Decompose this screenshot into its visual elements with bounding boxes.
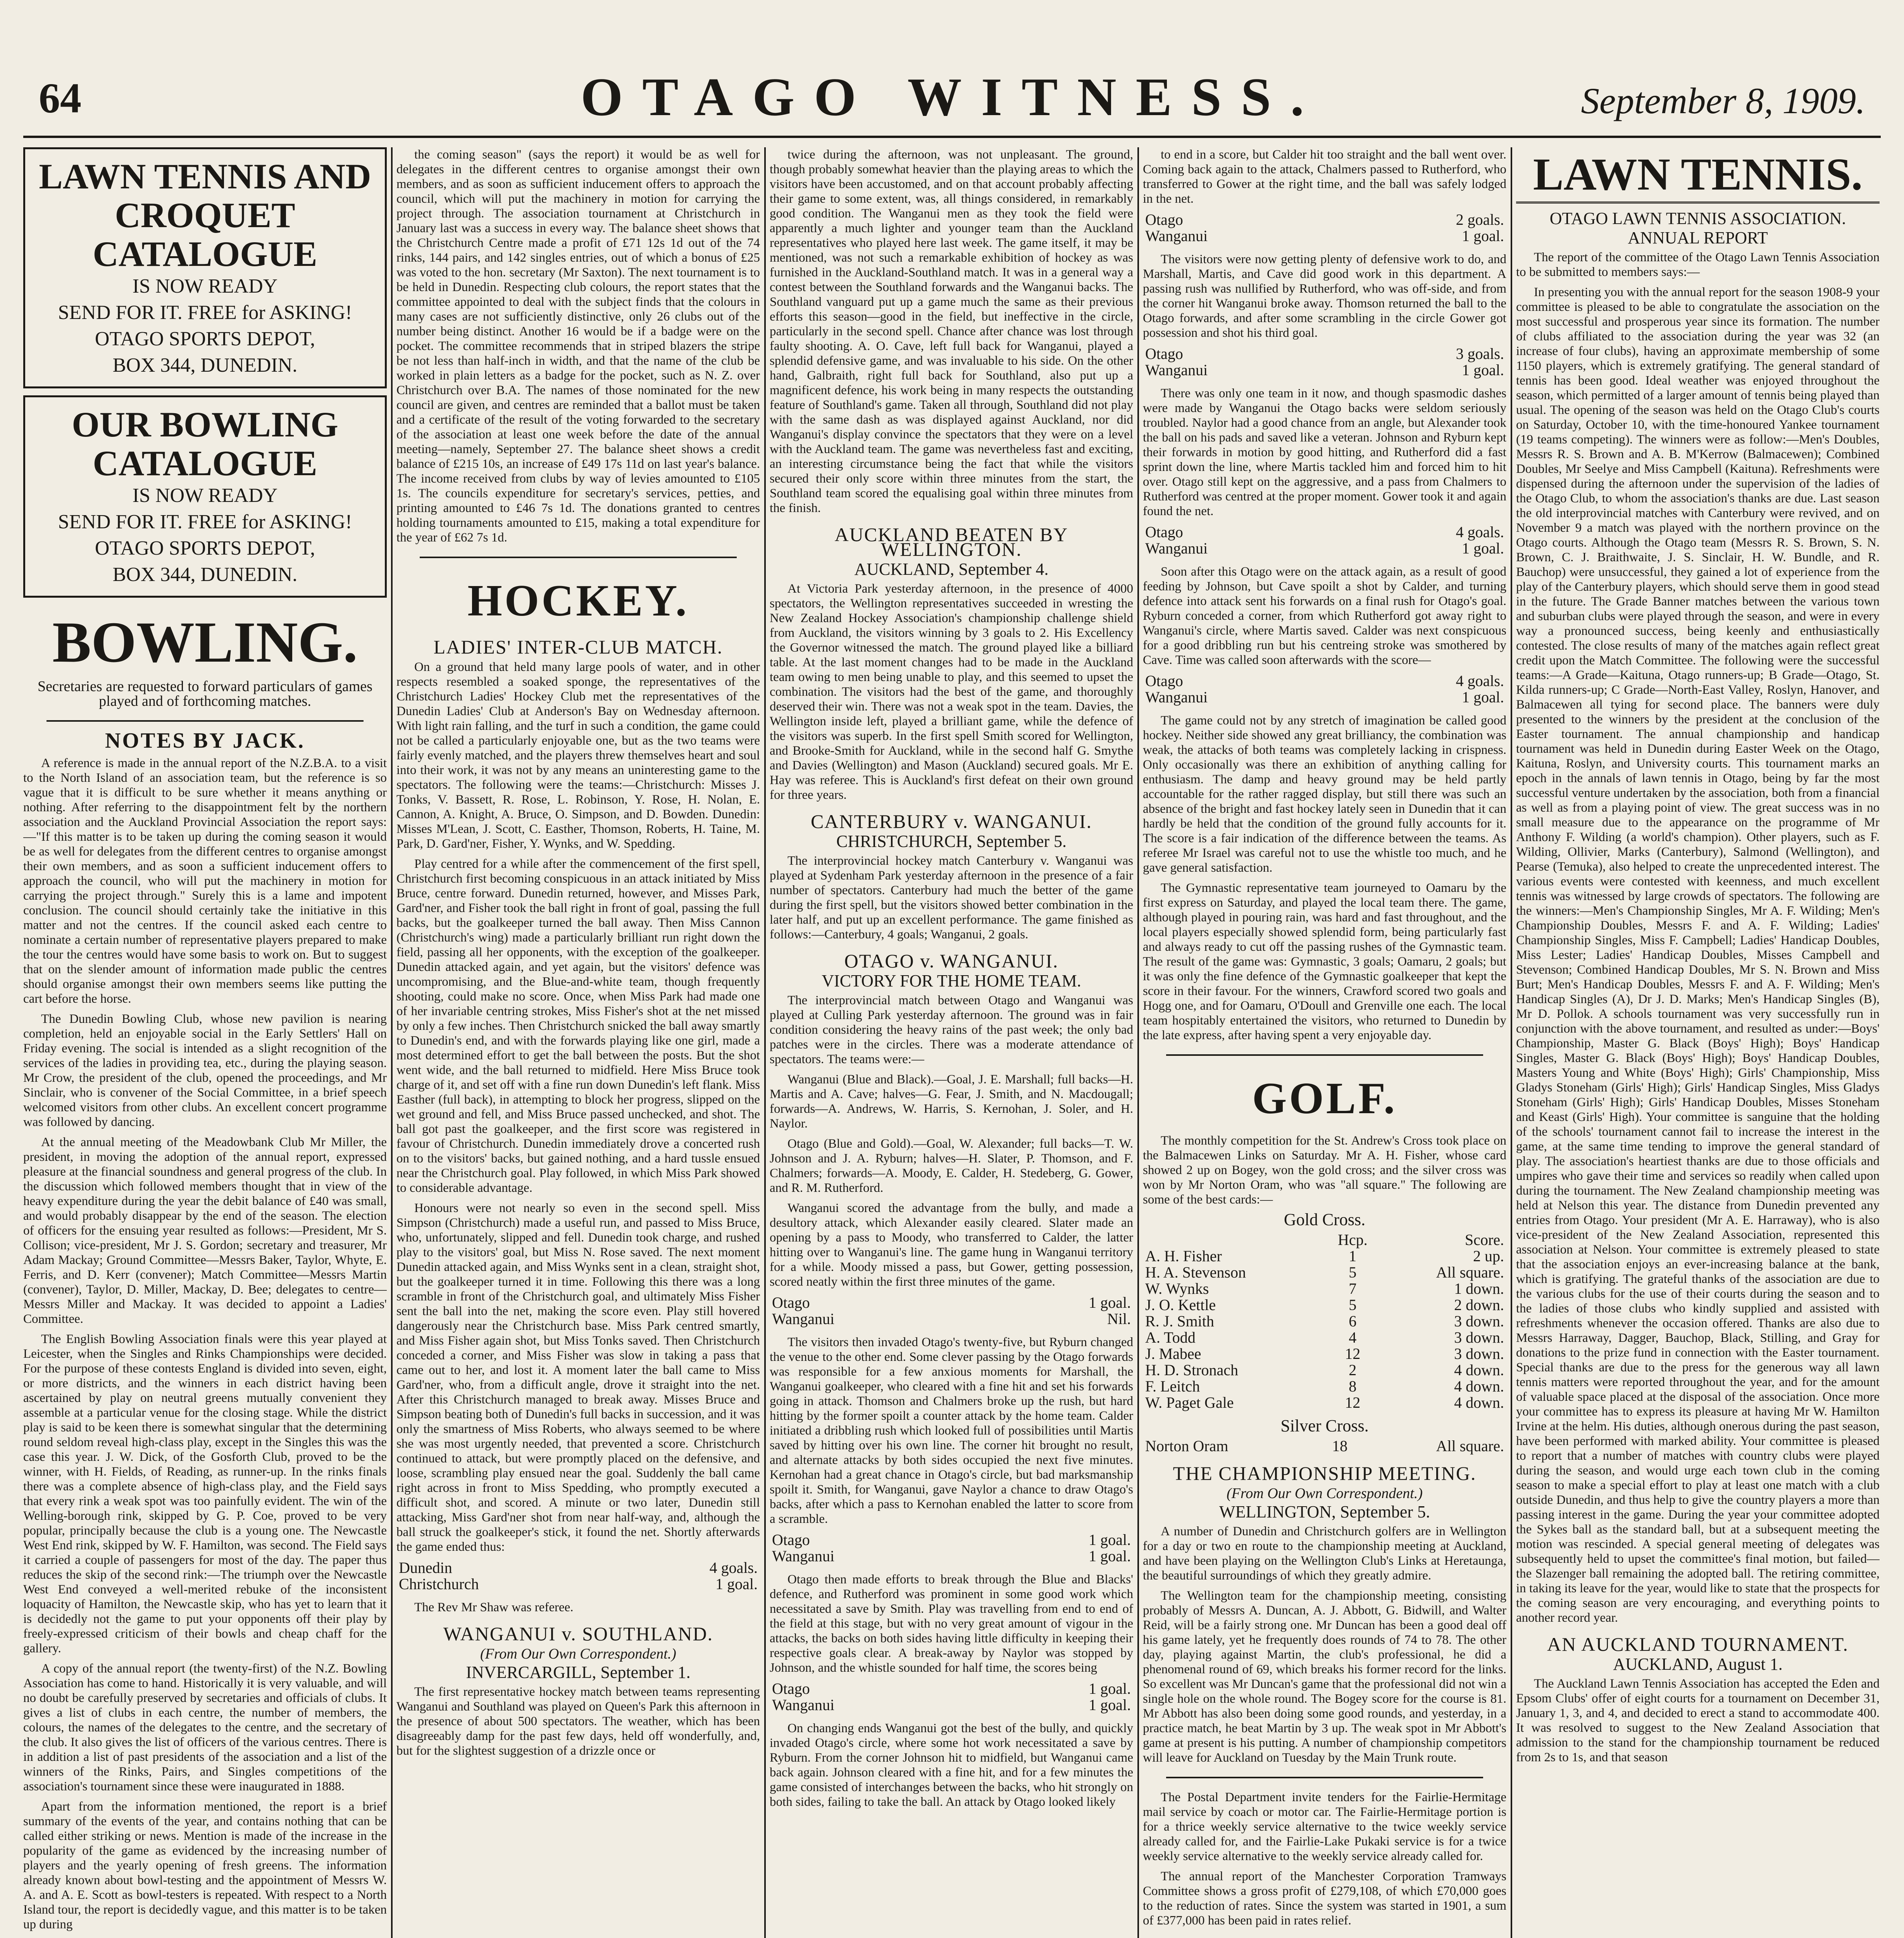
paragraph: Soon after this Otago were on the attack again, as a result of good feeding by Johnson, but Cave spoilt a shot by Calder, and turning defence into attack sent his forwards on a final rush for Otago's goal. Ryburn conceded a corner, from which Rutherford got away right to Wanganui's circle, where Martis saved. Calder was next conspicuous for a good dribbling run but his centreing stroke was smothered by Cave. Time was called soon afterwards with the score—	[1143, 565, 1506, 667]
column-rule	[1137, 147, 1139, 1938]
paragraph: There was only one team in it now, and though spasmodic dashes were made by Wanganui the Otago backs were seldom seriously troubled. Naylor had a good chance from an angle, but Alexander took the ball on his pads and saved like a veteran. Johnson and Ryburn kept their forwards in motion by good hitting, and Rutherford did a fast sprint down the line, where Martis tackled him and forced him to hit over. Otago still kept on the aggressive, and a pass from Chalmers to Rutherford was centred at the proper moment. Gower took it and again found the net.	[1143, 386, 1506, 518]
paragraph: At Victoria Park yesterday afternoon, in the presence of 4000 spectators, the Wellington representatives succeeded in wresting the New Zealand Hockey Association's championship challenge shield from Auckland, the visitors winning by 3 goals to 2. His Excellency the Governor witnessed the match. The ground played like a billiard table. At the last moment changes had to be made in the Auckland team owing to men being unable to play, and this seemed to upset the combination. The visitors had the best of the game, and thoroughly deserved their win. There was not a weak spot in the team. Davies, the Wellington inside left, played a brilliant game, while the defence of the visitors was superb. In the first spell Smith scored for Wellington, and Brooke-Smith for Auckland, while in the second half G. Smythe and Davies (Wellington) and Mason (Auckland) secured goals. Mr E. Hay was referee. This is Auckland's first defeat on their own ground for three years.	[770, 582, 1133, 802]
table-row	[1143, 1264, 1506, 1281]
table-row	[1143, 1438, 1506, 1454]
player: H. D. Stronach	[1145, 1361, 1238, 1379]
paragraph: The game could not by any stretch of imagination be called good hockey. Neither side showed any great brilliancy, the combination was weak, the attacks of both teams was completely lacking in crispness. Only occasionally was there an exhibition of anything calling for enthusiasm. The damp and heavy ground may be held partly accountable for the rather ragged display, but still there was such an absence of the bright and fast hockey lately seen in Dunedin that it can hardly be held that the condition of the ground fully accounts for it. The score is a fair indication of the difference between the teams. As referee Mr Israel was careful not to use the whistle too much, and he gave general satisfaction.	[1143, 714, 1506, 875]
team: Dunedin	[399, 1559, 452, 1576]
article-subheading: ANNUAL REPORT	[1628, 228, 1768, 247]
article-heading: OTAGO LAWN TENNIS ASSOCIATION.	[1549, 209, 1846, 228]
column-1	[23, 147, 387, 1938]
handicap: 8	[1349, 1378, 1357, 1395]
section-heading-bowling: BOWLING.	[52, 610, 358, 674]
divider	[1166, 1777, 1483, 1778]
paragraph: The English Bowling Association finals were this year played at Leicester, when the Singles and Rinks Championships were decided. For the purpose of these contests England is divided into seven, eight, or more districts, and the winners in each district having been ascertained by play on neutral greens mutually convenient they assemble at a particular venue for the closing stage. While the district play is said to be keen there is somewhat singular that the determining round seldom reveal high-class play, except in the Singles this was the case this year. J. W. Dick, of the Gosforth Club, proved to be the winner, with H. Fields, of Reading, as runner-up. In the rinks finals there was a complete absence of high-class play, and the Field says that every rink a weak spot was too painfully evident. The win of the Welling-borough rink, skipped by G. P. Coe, proved to be very popular, principally because the club is a young one. The Newcastle West End rink, skipped by W. F. Hamilton, was second. The Field says it carried a couple of passengers for most of the day. The paper thus reduces the skip of the second rink:—The triumph over the Newcastle West End conveyed a well-merited rebuke of the inconsistent loquacity of Hamilton, the Newcastle skip, who has yet to learn that it is decidedly not the game to put your opponents off their play by freely-expressed criticism of their bowls and cheap chaff for the gallery.	[23, 1332, 387, 1655]
score: 3 down.	[1454, 1345, 1504, 1362]
score: 4 goals.	[1456, 523, 1504, 541]
column-rule	[1511, 147, 1512, 1938]
advert-line: BOX 344, DUNEDIN.	[112, 564, 298, 586]
paragraph: The interprovincial hockey match Canterbury v. Wanganui was played at Sydenham Park yesterday afternoon in the presence of a fair number of spectators. Canterbury had much the better of the game during the first spell, but the visitors showed better combination in the later half, and put up an excellent performance. The game finished as follows:—Canterbury, 4 goals; Wanganui, 2 goals.	[770, 854, 1133, 941]
table-row	[1143, 1248, 1506, 1264]
advert-line: OTAGO SPORTS DEPOT,	[95, 537, 315, 559]
paragraph: At the annual meeting of the Meadowbank Club Mr Miller, the president, in moving the adoption of the annual report, expressed pleasure at the financial soundness and general progress of the club. In the discussion which followed members thought that in view of the heavy expenditure during the year the debit balance of £40 was small, and would probably disappear by the end of the season. The election of officers for the ensuing year resulted as follows:—President, Mr S. Collison; vice-president, Mr J. S. Gordon; secretary and treasurer, Mr Adam Mackay; Ground Committee—Messrs Baker, Taylor, Whyte, E. Ferris, and D. Kerr (convener); Match Committee—Messrs Martin (convener), Taylor, D. Miller, Mackay, D. Bee; delegates to centre—Messrs Miller and Mackay. It was decided to appoint a Ladies' Committee.	[23, 1135, 387, 1326]
team: Wanganui	[1145, 227, 1208, 245]
paragraph: the coming season" (says the report) it would be as well for delegates in the different centres to organise amongst their own members, and as soon as sufficient inducement offers to approach the council, which will put the machinery in motion for carrying the project through. The association tournament at Christchurch in January last was a success in every way. The balance sheet shows that the Christchurch Centre made a profit of £71 12s 1d out of the 74 rinks, 144 pairs, and 142 singles entries, out of which a bonus of £25 was voted to the hon. secretary (Mr Saxton). The next tournament is to be held in Dunedin. Respecting club colours, the report states that the committee appointed to deal with the subject finds that the colours in many cases are not sufficiently distinctive, only 26 clubs out of the number being distinct. Another 16 would be if a badge were on the pocket. The committee recommends that in striped blazers the stripe be not less than half-inch in width, and that the name of the club be worked in plain letters as a badge for the pocket, such as N. Z. over Christchurch over B.A. The names of those nominated for the new council are given, and centres are reminded that a ballot must be taken and a certificate of the result of the voting forwarded to the secretary of the association at least one week before the date of the annual meeting—namely, September 27. The balance sheet shows a credit balance of £215 10s, an increase of £49 17s 11d on last year's balance. The income received from clubs by way of levies amounted to £105 1s. The councils expenditure for secretary's services, petties, and printing amounted to £46 7s 1d. The donations granted to centres holding tournaments amounted to £15, making a total expenditure for the year of £62 7s 1d.	[396, 148, 760, 545]
score-row	[396, 1560, 760, 1576]
score: 4 down.	[1454, 1361, 1504, 1379]
column-header: Hcp.	[1337, 1231, 1368, 1248]
score: 3 down.	[1454, 1329, 1504, 1346]
section-heading-lawn-tennis: LAWN TENNIS.	[1516, 147, 1880, 203]
paragraph: twice during the afternoon, was not unpleasant. The ground, though probably somewhat heavier than the playing areas to which the visitors have been accustomed, and on that account probably affecting their game to some extent, was, all things considered, in remarkably good condition. The Wanganui men as they took the field were apparently a much lighter and younger team than the Auckland representatives who played here last week. The game itself, it may be mentioned, was not such a remarkable exhibition of hockey as was furnished in the Auckland-Southland match. It was in a general way a contest between the Southland forwards and the Wanganui backs. The Southland vanguard put up a game much the same as their previous efforts this season—good in the field, but ineffective in the circle, particularly in the second spell. Chance after chance was lost through faulty shooting. A. O. Cave, left full back for Wanganui, played a splendid defensive game, and was invaluable to his side. On the other hand, Galbraith, right full back for Southland, also put up a magnificent defence, his work being in many respects the outstanding feature of Southland's game. Taken all through, Southland did not play with the same dash as was displayed against Auckland, nor did Wanganui's display convince the spectators that they were on a level with the Auckland team. The game was nevertheless fast and exciting, an interesting circumstance being the fact that while the visitors secured their only score within three minutes from the start, the Southland team scored the equalising goal within three minutes from the finish.	[770, 148, 1133, 515]
article-heading: CANTERBURY v. WANGANUI.	[810, 810, 1092, 832]
score: 4 down.	[1454, 1378, 1504, 1395]
advert-line: SEND FOR IT. FREE for ASKING!	[58, 511, 352, 533]
paragraph: The monthly competition for the St. Andrew's Cross took place on the Balmacewen Links on Saturday. Mr A. H. Fisher, whose card showed 2 up on Bogey, won the gold cross; and the silver cross was won by Mr Norton Oram, who was "all square." The following are some of the best cards:—	[1143, 1134, 1506, 1207]
score-row	[770, 1295, 1133, 1311]
team: Wanganui	[772, 1310, 835, 1328]
article-heading: THE CHAMPIONSHIP MEETING.	[1173, 1462, 1477, 1484]
paragraph: The visitors then invaded Otago's twenty-five, but Ryburn changed the venue to the other end. Some clever passing by the Otago forwards was responsible for a few anxious moments for Marshall, the Wanganui goalkeeper, who cleared with a fine hit and set his forwards going in attack. Thomson and Chalmers broke up the rush, but hard hitting by the former spoilt a counter attack by the home team. Calder initiated a dribbling rush which looked full of possibilities until Martis saved by hitting over his own line. The corner hit brought no result, and alternate attacks by both sides occupied the next five minutes. Kernohan had a great chance in Otago's circle, but bad marksmanship spoilt it. Smith, for Wanganui, gave Naylor a chance to draw Otago's backs, after which a pass to Kernohan enabled the latter to score from a scramble.	[770, 1335, 1133, 1526]
team: Christchurch	[399, 1575, 479, 1593]
score-table	[770, 1681, 1133, 1713]
column-3	[770, 147, 1133, 1938]
score: 2 goals.	[1456, 211, 1504, 228]
player: W. Wynks	[1145, 1280, 1209, 1297]
golf-silver-table	[1143, 1438, 1506, 1454]
paragraph: Honours were not nearly so even in the second spell. Miss Simpson (Christchurch) made a useful run, and passed to Miss Bruce, who, unfortunately, slipped and fell. Dunedin took charge, and rushed play to the visitors' goal, but Miss N. Rose saved. The next moment Dunedin attacked again, and Miss Wynks sent in a clean, straight shot, but the goalkeeper turned it in time. Following this there was a long scramble in front of the Christchurch goal, and ultimately Miss Fisher sent the ball into the net, making the score even. Play still hovered dangerously near the Christchurch base. Miss Park centred smartly, and Miss Fisher again shot, but Miss Tonks saved. Then Christchurch conceded a corner, and Miss Fisher was slow in taking a pass that came out to her, and lost it. A moment later the ball came to Miss Gard'ner, who, from a difficult angle, drove it straight into the net. After this Christchurch managed to break away. Misses Bruce and Simpson beating both of Dunedin's full backs in succession, and it was only the smartness of Miss Roberts, who always seemed to be where she was most urgently needed, that prevented a score. Christchurch continued to attack, but were promptly placed on the defensive, and loose, scrambling play ensued near the goal. Suddenly the ball came right across in front to Miss Spedding, who promptly executed a difficult shot, and scored. A minute or two later, Dunedin still attacking, Miss Gard'ner shot from near half-way, and, although the ball struck the goalkeeper's stick, it found the net. Shortly afterwards the game ended thus:	[396, 1201, 760, 1554]
paragraph: A number of Dunedin and Christchurch golfers are in Wellington for a day or two en route to the championship meeting at Auckland, and have been playing on the Wellington Club's Links at Heretaunga, the beautiful surroundings of which they greatly admire.	[1143, 1524, 1506, 1583]
table-title: Silver Cross.	[1280, 1416, 1369, 1435]
column-5	[1516, 147, 1880, 1938]
article-subheading: VICTORY FOR THE HOME TEAM.	[822, 971, 1081, 990]
handicap: 12	[1345, 1394, 1361, 1411]
score-table	[1143, 212, 1506, 244]
handicap: 6	[1349, 1312, 1357, 1330]
table-row	[1143, 1281, 1506, 1297]
handicap: 5	[1349, 1264, 1357, 1281]
score: 1 goal.	[1089, 1547, 1131, 1565]
score-table	[770, 1532, 1133, 1564]
score-row	[1143, 540, 1506, 557]
section-heading-golf: GOLF.	[1252, 1074, 1397, 1123]
paragraph: to end in a score, but Calder hit too straight and the ball went over. Coming back again to the attack, Chalmers passed to Rutherford, who transferred to Gower at the right time, and the ball was safely lodged in the net.	[1143, 148, 1506, 206]
team: Wanganui	[772, 1547, 835, 1565]
divider	[1166, 1054, 1483, 1056]
score: 3 goals.	[1456, 345, 1504, 362]
player: J. O. Kettle	[1145, 1296, 1216, 1314]
correspondent-caption: (From Our Own Correspondent.)	[480, 1646, 676, 1662]
score: 1 goal.	[1089, 1696, 1131, 1714]
team: Wanganui	[1145, 361, 1208, 379]
section-subtitle: Secretaries are requested to forward particulars of games played and of forthcoming matches.	[37, 678, 373, 709]
handicap: 12	[1345, 1345, 1361, 1362]
score: 4 down.	[1454, 1394, 1504, 1411]
score: 2 down.	[1454, 1296, 1504, 1314]
table-row	[1143, 1378, 1506, 1395]
divider	[47, 720, 364, 722]
masthead: OTAGO WITNESS.	[581, 67, 1323, 127]
article-heading: AN AUCKLAND TOURNAMENT.	[1547, 1633, 1849, 1655]
score-row	[396, 1576, 760, 1592]
advert-title: OUR BOWLING CATALOGUE	[72, 405, 338, 483]
paragraph: Apart from the information mentioned, the report is a brief summary of the events of the year, and contains nothing that can be called either striking or news. Mention is made of the increase in the popularity of the game as evidenced by the increasing number of players and the yearly opening of fresh greens. The information already known about bowl-testing and the appointment of Messrs W. A. and A. E. Scott as bowl-testers is repeated. With respect to a North Island tour, the report is decidedly vague, and this matter is to be taken up during	[23, 1800, 387, 1931]
score-table	[1143, 673, 1506, 705]
score: 1 goal.	[1089, 1531, 1131, 1548]
column-heading: NOTES BY JACK.	[105, 729, 305, 753]
article-heading: WANGANUI v. SOUTHLAND.	[443, 1623, 713, 1645]
article-heading: AUCKLAND BEATEN BY WELLINGTON.	[834, 524, 1068, 560]
column-rule	[764, 147, 766, 1938]
dateline: AUCKLAND, September 4.	[854, 560, 1049, 579]
handicap: 2	[1349, 1361, 1357, 1379]
paragraph: The Postal Department invite tenders for the Fairlie-Hermitage mail service by coach or motor car. The Fairlie-Hermitage portion is for a thrice weekly service alternative to the twice weekly service already called for, and the Fairlie-Lake Pukaki service is for a twice weekly service alternative to the weekly service already called for.	[1143, 1790, 1506, 1863]
article-heading: LADIES' INTER-CLUB MATCH.	[433, 636, 723, 658]
table-row	[1143, 1313, 1506, 1329]
player: F. Leitch	[1145, 1378, 1200, 1395]
score: 1 goal.	[1462, 688, 1504, 706]
column-header	[1143, 1232, 1323, 1248]
player: A. H. Fisher	[1145, 1247, 1222, 1265]
advert-line: IS NOW READY	[132, 484, 278, 507]
score-row	[1143, 524, 1506, 540]
score: 1 goal.	[1089, 1680, 1131, 1697]
score-row	[1143, 212, 1506, 228]
paragraph: The first representative hockey match between teams representing Wanganui and Southland was played on Queen's Park this afternoon in the presence of about 500 spectators. The weather, which has been disagreeably damp for the past few days, held off wonderfully, and, but for the slightest suggestion of a drizzle once or	[396, 1685, 760, 1758]
score-row	[1143, 689, 1506, 705]
paragraph: The Wellington team for the championship meeting, consisting probably of Messrs A. Duncan, A. J. Abbott, G. Bidwill, and Walter Reid, will be a fairly strong one. Mr Duncan has been a good deal off his game lately, yet he frequently does rounds of 74 to 78. The other day, playing against Martin, the club's professional, he did a phenomenal round of 69, which breaks his former record for the links. So excellent was Mr Duncan's game that the professional did not win a single hole on the whole round. The Bogey score for the course is 81. Mr Abbott has also been doing some good rounds, and yesterday, in a practice match, he beat Martin by 3 up. The weak spot in Mr Abbott's game at present is his putting. A number of championship competitors will leave for Auckland on Tuesday by the Main Trunk route.	[1143, 1589, 1506, 1765]
score-row	[1143, 362, 1506, 378]
team: Wanganui	[1145, 540, 1208, 557]
player: Norton Oram	[1145, 1437, 1229, 1455]
score: All square.	[1436, 1437, 1504, 1455]
team: Otago	[1145, 672, 1183, 690]
advert-bowling-catalogue	[23, 395, 387, 598]
paragraph: Otago then made efforts to break through the Blue and Blacks' defence, and Rutherford was prominent in some good work which necessitated a save by Smith. Play was travelling from end to end of the field at this stage, but with no very great amount of vigour in the attacks, the backs on both sides having little difficulty in keeping their respective goals clear. A break-away by Naylor was stopped by Johnson, and the whistle sounded for half time, the scores being	[770, 1572, 1133, 1675]
team: Wanganui	[1145, 688, 1208, 706]
table-row	[1143, 1329, 1506, 1346]
correspondent-caption: (From Our Own Correspondent.)	[1227, 1485, 1423, 1502]
score-row	[770, 1532, 1133, 1548]
paragraph: The visitors were now getting plenty of defensive work to do, and Marshall, Martis, and Cave did good work in this department. A passing rush was nullified by Rutherford, who was off-side, and from the corner hit Wanganui broke away. Thomson returned the ball to the Otago forwards, and after some scrambling in the circle Gower got possession and shot his third goal.	[1143, 252, 1506, 340]
advert-title: CATALOGUE	[93, 234, 317, 274]
page-number: 64	[39, 74, 81, 122]
advert-line: IS NOW READY	[132, 275, 278, 297]
team: Otago	[772, 1294, 810, 1311]
handicap: 5	[1349, 1296, 1357, 1314]
paragraph: Play centred for a while after the commencement of the first spell, Christchurch first becoming conspicuous in an attack initiated by Miss Bruce, centre forward. Dunedin returned, however, and Misses Park, Gard'ner, and Fisher took the ball right in front of goal, passing the full backs, but the goalkeeper turned the ball away. Then Miss Cannon (Christchurch's wing) made a particularly brilliant run right down the field, passing all her opponents, with the exception of the goalkeeper. Dunedin attacked again, and yet again, but the visitors' defence was uncompromising, and the Blue-and-white team, though frequently shooting, could make no score. Once, when Miss Park had made one of her invariable centring strokes, Miss Fisher's shot at the net missed by only a few inches. Then Christchurch snicked the ball away smartly to Dunedin's end, and with the forwards playing like one girl, made a most determined effort to get the ball between the posts. But the shot went wide, and the ball returned to midfield. Here Miss Bruce took charge of it, and set off with a fine run down Dunedin's left flank. Miss Easther (full back), in attempting to block her progress, slipped on the wet ground and fell, and Miss Bruce passed unchecked, and shot. The ball got past the goalkeeper, and the first score was registered in favour of Christchurch. Dunedin immediately drove a concerted rush on to the visitors' backs, but gained nothing, and a hard tussle ensued near the Christchurch goal. Play followed, in which Miss Park showed to considerable advantage.	[396, 857, 760, 1195]
score: 1 goal.	[1089, 1294, 1131, 1311]
dateline: CHRISTCHURCH, September 5.	[836, 832, 1067, 851]
team: Wanganui	[772, 1696, 835, 1714]
team: Otago	[1145, 523, 1183, 541]
section-heading-hockey: HOCKEY.	[467, 576, 689, 625]
handicap: 7	[1349, 1280, 1357, 1297]
advert-tennis-catalogue	[23, 147, 387, 388]
team: Otago	[1145, 211, 1183, 228]
paragraph: A reference is made in the annual report of the N.Z.B.A. to a visit to the North Island of an association team, but the reference is so vague that it is difficult to be sure whether it means anything or nothing. After referring to the disappointment felt by the northern association and the Auckland Provincial Association the report says:—"If this matter is to be taken up during the coming season it would be as well for delegates from the different centres to organise amongst their own members, and as soon a sufficient inducement offers to approach the council, who will put the machinery in motion for carrying the project through." Surely this is a lame and impotent conclusion. The council should certainly take the initiative in this matter and not the centres. If the council asked each centre to nominate a certain number of representative players prepared to make the tour the centres would have some basis to work on. But to suggest that on the slender amount of information made public the centres should organise amongst their own members seems like putting the cart before the horse.	[23, 756, 387, 1006]
score: 4 goals.	[1456, 672, 1504, 690]
column-2	[396, 147, 760, 1938]
table-row	[1143, 1346, 1506, 1362]
score-row	[770, 1311, 1133, 1327]
score: 1 goal.	[1462, 361, 1504, 379]
paragraph: The Auckland Lawn Tennis Association has accepted the Eden and Epsom Clubs' offer of eight courts for a tournament on December 31, January 1, 3, and 4, and decided to erect a stand to accommodate 400. It was resolved to suggest to the New Zealand Association that admission to the stand for the championship tournament be reduced from 2s to 1s, and that season	[1516, 1677, 1880, 1764]
score-row	[770, 1548, 1133, 1564]
issue-date: September 8, 1909.	[1581, 80, 1865, 121]
page-header	[23, 58, 1881, 138]
score-table	[770, 1295, 1133, 1327]
paragraph: The Gymnastic representative team journeyed to Oamaru by the first express on Saturday, and played the local team there. The game, although played in pouring rain, was hard and fast throughout, and the local players especially showed splendid form, being particularly fast and always ready to cut off the passing rushes of the Gymnastic team. The result of the game was: Gymnastic, 3 goals; Oamaru, 2 goals; but it was only the fine defence of the Gymnastic goalkeeper that kept the score in their favour. For the winners, Crawford scored two goals and Hogg one, and for Oamaru, O'Doull and Grenville one each. The local team hospitably entertained the visitors, who returned to Dunedin by the late express, after having spent a very enjoyable day.	[1143, 881, 1506, 1042]
score-table	[1143, 346, 1506, 378]
score: Nil.	[1107, 1310, 1131, 1328]
paragraph: Otago (Blue and Gold).—Goal, W. Alexander; full backs—T. W. Johnson and J. A. Ryburn; halves—H. Slater, P. Thomson, and F. Chalmers; forwards—A. Moody, E. Calder, H. Stedeberg, G. Gower, and R. M. Rutherford.	[770, 1137, 1133, 1195]
column-header: Score.	[1465, 1231, 1504, 1248]
team: Otago	[1145, 345, 1183, 362]
advert-title: LAWN TENNIS AND CROQUET	[39, 157, 371, 235]
score: 2 up.	[1473, 1247, 1504, 1265]
golf-results-table	[1143, 1232, 1506, 1411]
divider	[420, 557, 737, 558]
article-heading: OTAGO v. WANGANUI.	[844, 950, 1059, 972]
advert-line: SEND FOR IT. FREE for ASKING!	[58, 302, 352, 324]
paragraph: Wanganui (Blue and Black).—Goal, J. E. Marshall; full backs—H. Martis and A. Cave; halves—G. Fear, J. Smith, and N. Macdougall; forwards—A. Andrews, W. Harris, S. Kernohan, J. Soler, and H. Naylor.	[770, 1072, 1133, 1131]
player: H. A. Stevenson	[1145, 1264, 1246, 1281]
column-4	[1143, 147, 1506, 1938]
score: 3 down.	[1454, 1312, 1504, 1330]
score-row	[770, 1681, 1133, 1697]
advert-line: OTAGO SPORTS DEPOT,	[95, 328, 315, 350]
team: Otago	[772, 1680, 810, 1697]
dateline: AUCKLAND, August 1.	[1613, 1655, 1783, 1674]
paragraph: A copy of the annual report (the twenty-first) of the N.Z. Bowling Association has come to hand. Historically it is very valuable, and will no doubt be carefully preserved by secretaries and officials of clubs. It gives a list of clubs in each centre, the number of members, the colours, the names of the delegates to the centre, and the secretary of the club. It also gives the list of officers of the various centres. There is in addition a list of past presidents of the association and a list of the winners of the Rinks, Pairs, and Singles competitions of the association's tournament since these were inaugurated in 1888.	[23, 1662, 387, 1793]
advert-line: BOX 344, DUNEDIN.	[112, 354, 298, 376]
player: R. J. Smith	[1145, 1312, 1214, 1330]
table-row	[1143, 1362, 1506, 1378]
score-row	[770, 1697, 1133, 1713]
score: 1 goal.	[1462, 227, 1504, 245]
paragraph: The annual report of the Manchester Corporation Tramways Committee shows a gross profit of £279,108, of which £70,000 goes to the reduction of rates. Since the system was started in 1901, a sum of £377,000 has been paid in rates relief.	[1143, 1869, 1506, 1928]
score-row	[1143, 673, 1506, 689]
paragraph: On changing ends Wanganui got the best of the bully, and quickly invaded Otago's circle, where some hot work necessitated a save by Ryburn. From the corner Johnson hit to midfield, but Wanganui came back again. Johnson cleared with a fine hit, and for a few minutes the game consisted of interchanges between the backs, who hit strongly on both sides, failing to take the ball. An attack by Otago looked likely	[770, 1721, 1133, 1809]
score-table	[1143, 524, 1506, 557]
table-header	[1143, 1232, 1506, 1248]
score: All square.	[1436, 1264, 1504, 1281]
score: 4 goals.	[709, 1559, 758, 1576]
score: 1 down.	[1454, 1280, 1504, 1297]
paragraph: The interprovincial match between Otago and Wanganui was played at Culling Park yesterday afternoon. The ground was in fair condition considering the heavy rains of the past week; the only bad patches were in the circles. There was a moderate attendance of spectators. The teams were:—	[770, 993, 1133, 1066]
paragraph: In presenting you with the annual report for the season 1908-9 your committee is pleased to be able to congratulate the association on the most successful and prosperous year since its formation. The number of clubs affiliated to the association during the year was 32 (an increase of four clubs), having an approximate membership of some 1150 players, which is extremely gratifying. The general standard of tennis has been good. Ideal weather was enjoyed throughout the season, which permitted of a larger amount of tennis being played than usual. The opening of the season was held on the Otago Club's courts on Saturday, October 10, with the time-honoured Yankee tournament (19 teams competing). The winners were as follow:—Men's Doubles, Messrs R. S. Brown and A. B. M'Kerrow (Balmacewen); Combined Doubles, Mr Seelye and Miss Campbell (Kaituna). Refreshments were dispensed during the afternoon under the supervision of the ladies of the Otago Club, to whom the association's thanks are due. Last season the old interprovincial matches with Canterbury were revived, and on November 9 a match was played with the northern province on the Otago courts. Although the Otago team (Messrs R. S. Brown, S. N. Brown, C. J. Braithwaite, J. S. Sinclair, H. W. Bundle, and R. Bauchop) were unsuccessful, they gained a lot of experience from the play of the Canterbury players, which should serve them in good stead in the future. The Grade Banner matches between the various town and suburban clubs were played through the season, and were in every way a pronounced success, being keenly and enthusiastically contested. The close results of many of the matches again reflect great credit upon the Match Committee. The following were the successful teams:—A Grade—Kaituna, Otago runners-up; B Grade—Otago, St. Kilda runners-up; C Grade—North-East Valley, Roslyn, Hanover, and Balmacewen all tying for second place. The banners were duly presented to the winners by the president at the conclusion of the Easter tournament. The annual championship and handicap tournament was held in Dunedin during Easter Week on the Otago, Kaituna, Roslyn, and University courts. This tournament marks an epoch in the annals of lawn tennis in Otago, being by far the most successful venture undertaken by the association, both from a financial as well as from a playing point of view. The great success was in no small measure due to the appearance on the programme of Mr Anthony F. Wilding (a world's champion). Other players, such as F. Wilding, Ollivier, Marks (Canterbury), Salmond (Wellington), and Pearse (Temuka), also helped to create the unprecedented interest. The various events were contested with keenness, and much excellent tennis was witnessed by large crowds of spectators. The following are the winners:—Men's Championship Singles, Mr A. F. Wilding; Men's Championship Doubles, Messrs F. and A. F. Wilding; Ladies' Championship Singles, Miss F. Campbell; Ladies' Handicap Doubles, Miss Lester; Ladies' Handicap Doubles, Misses Campbell and Stevenson; Combined Handicap Doubles, Mr S. N. Brown and Miss Burt; Men's Handicap Doubles, Messrs F. and A. F. Wilding; Men's Handicap Singles (A), Dr J. D. Marks; Men's Handicap Singles (B), Mr D. Pollok. A schools tournament was very successfully run in conjunction with the above tournament, and resulted as under:—Boys' Championship, Master G. Black (Boys' High); Boys' Handicap Singles, Master G. Black (Boys' High); Boys' Handicap Doubles, Masters Young and White (Boys' High); Girls' Championship, Miss Gladys Stoneham (Girls' High); Girls' Handicap Singles, Miss Gladys Stoneham (Girls' High); Girls' Handicap Doubles, Misses Stoneham and Keast (Girls' High). Your committee is sanguine that the holding of the schools' tournament cannot fail to increase the interest in the game, at the same time tending to improve the general standard of play. The association's heartiest thanks are due to those officials and umpires who gave their time and services so readily when called upon during the tournament. The New Zealand championship meeting was held at Nelson this year. The distance from Dunedin prevented any entries from Otago. Your president (Mr A. E. Harraway), who is also vice-president of the New Zealand Association, represented this association at Nelson. Your committee is extremely pleased to state that the association enjoys an ever-increasing balance at the bank, which is gratifying. The grateful thanks of the association are due to the various clubs for the use of their courts during the season and to the ladies of those clubs who kindly supplied and assisted with refreshments whenever the occasion offered. Thanks are also due to Messrs Harraway, Dagger, Bauchop, Black, Stilling, and Gray for donations to the prize fund in connection with the Easter tournament. Special thanks are due to the press for the generous way all lawn tennis matters were reported throughout the year, and for the amount of valuable space placed at the disposal of the association. Once more your committee has to express its pleasure at having Mr W. Hamilton Irvine at the helm. His duties, although onerous during the past season, have been performed with marked ability. Your committee is pleased to report that a number of matches with country clubs were played during the season, and would urge each town club in the coming season to make a special effort to play at least one match with a club outside Dunedin, and thus help to give the country players a more than passing interest in the game. During the year your committee adopted the Sykes ball as the standard ball, but at a subsequent meeting the motion was rescinded. A special general meeting of delegates was subsequently held to upset the committee's final motion, but failed—the Slazenger ball remaining the adopted ball. The retiring committee, in taking its leave for the year, would like to state that the prospects for the coming season are very encouraging, and everything points to another record year.	[1516, 285, 1880, 1625]
score-table	[396, 1560, 760, 1592]
score-row	[1143, 346, 1506, 362]
player: J. Mabee	[1145, 1345, 1201, 1362]
paragraph: On a ground that held many large pools of water, and in other respects resembled a soaked sponge, the representatives of the Christchurch Ladies' Hockey Club met the representatives of the Dunedin Ladies' Club at Anderson's Bay on Wednesday afternoon. With light rain falling, and the turf in such a condition, the game could not be called a particularly enjoyable one, but as the two teams were fairly evenly matched, and the players threw themselves heart and soul into their work, it was not by any means an uninteresting game to the spectators. The following were the teams:—Christchurch: Misses J. Tonks, V. Bassett, R. Rose, L. Robinson, Y. Rose, H. Nolan, E. Cannon, A. Knight, A. Bruce, O. Simpson, and D. Bowden. Dunedin: Misses M'Lean, J. Scott, C. Easther, Thomson, Roberts, H. Taine, M. Park, D. Gard'ner, Fisher, Y. Wynks, and W. Spedding.	[396, 660, 760, 851]
table-row	[1143, 1395, 1506, 1411]
score-row	[1143, 228, 1506, 244]
table-title: Gold Cross.	[1284, 1210, 1366, 1229]
dateline: WELLINGTON, September 5.	[1219, 1502, 1430, 1521]
score: 1 goal.	[715, 1575, 758, 1593]
player: A. Todd	[1145, 1329, 1196, 1346]
dateline: INVERCARGILL, September 1.	[466, 1663, 691, 1682]
handicap: 4	[1349, 1329, 1357, 1346]
handicap: 1	[1349, 1247, 1357, 1265]
player: W. Paget Gale	[1145, 1394, 1234, 1411]
handicap: 18	[1332, 1437, 1348, 1455]
team: Otago	[772, 1531, 810, 1548]
paragraph: The Rev Mr Shaw was referee.	[414, 1600, 574, 1614]
paragraph: Wanganui scored the advantage from the bully, and made a desultory attack, which Alexander easily cleared. Slater made an opening by a pass to Moody, who transferred to Calder, the latter hitting over to Wanganui's line. The game hung in Wanganui territory for a while. Moody missed a pass, but Gower, getting possession, scored neatly within the first three minutes of the game.	[770, 1201, 1133, 1289]
paragraph: The Dunedin Bowling Club, whose new pavilion is nearing completion, held an enjoyable social in the Early Settlers' Hall on Friday evening. The social is intended as a slight recognition of the services of the ladies in providing tea, etc., during the playing season. Mr Crow, the president of the club, opened the proceedings, and Mr Sinclair, who is convener of the Social Committee, in a brief speech welcomed visitors from other clubs. An excellent concert programme was followed by dancing.	[23, 1012, 387, 1129]
column-rule	[391, 147, 393, 1938]
paragraph: The report of the committee of the Otago Lawn Tennis Association to be submitted to members says:—	[1516, 250, 1880, 279]
table-row	[1143, 1297, 1506, 1313]
score: 1 goal.	[1462, 540, 1504, 557]
